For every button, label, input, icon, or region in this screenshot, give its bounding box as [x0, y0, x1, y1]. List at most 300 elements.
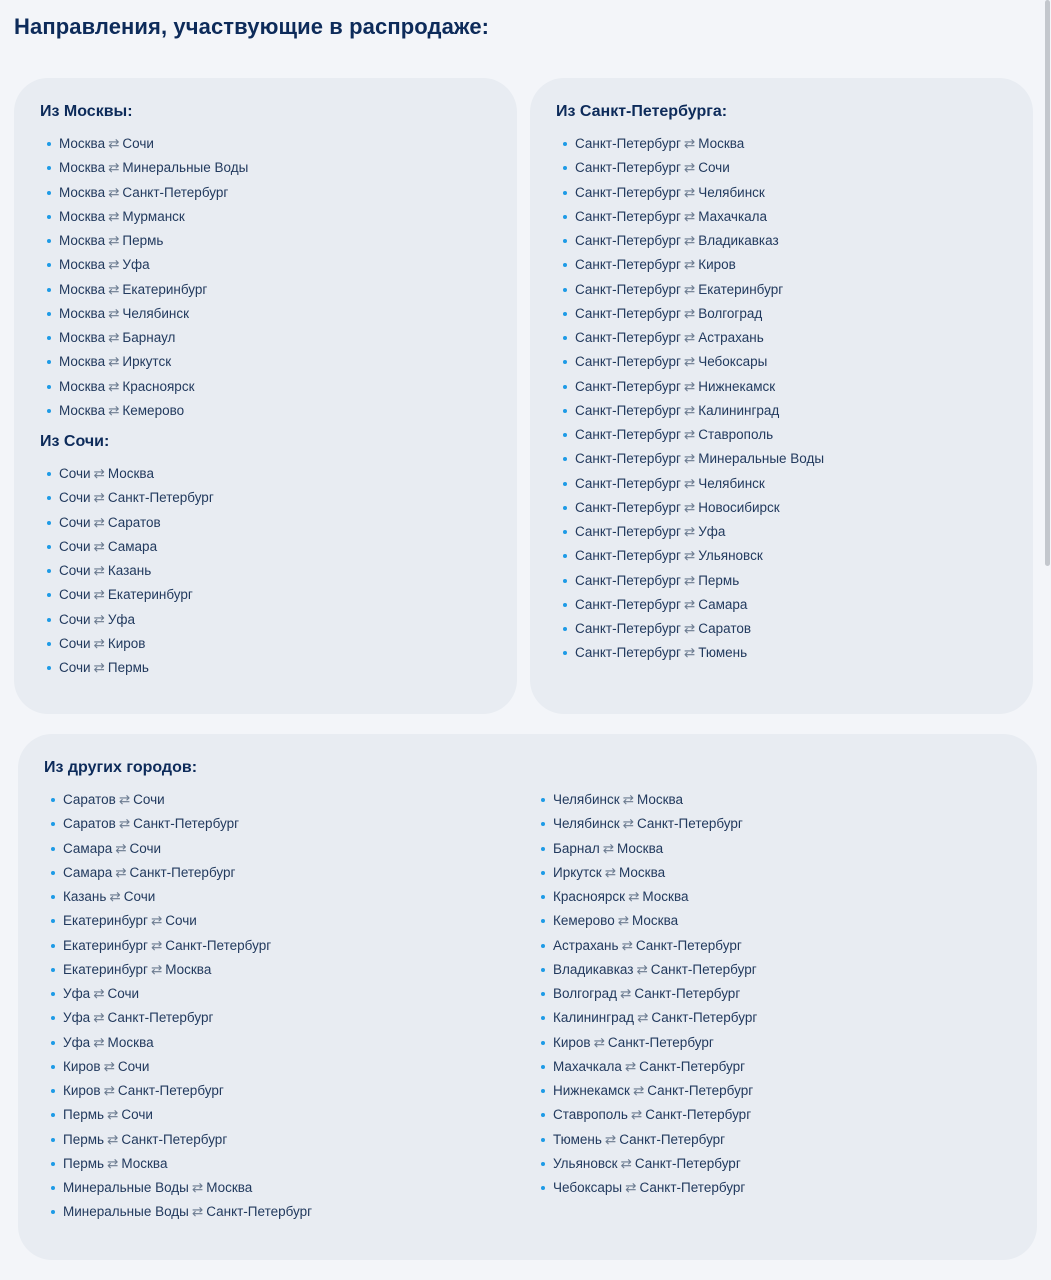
- route-list-other-right: [534, 788, 757, 1200]
- route-arrows-icon: ⇄: [93, 1034, 105, 1050]
- route-arrows-icon: ⇄: [632, 1083, 645, 1098]
- route-origin: Санкт-Петербург: [575, 621, 681, 636]
- route-origin: Минеральные Воды: [63, 1204, 189, 1220]
- route-origin: Барнал: [553, 840, 600, 856]
- route-origin: Санкт-Петербург: [575, 427, 681, 442]
- route-item: [44, 958, 312, 982]
- route-arrows-icon: ⇄: [683, 184, 696, 200]
- route-origin: Москва: [59, 257, 106, 273]
- route-arrows-icon: ⇄: [191, 1204, 204, 1220]
- route-destination: Саратов: [698, 621, 752, 636]
- route-origin: Саратов: [63, 792, 116, 807]
- route-destination: Екатеринбург: [698, 281, 784, 297]
- route-arrows-icon: ⇄: [93, 986, 105, 1001]
- route-arrows-icon: ⇄: [93, 587, 105, 603]
- section-sochi: [40, 430, 214, 680]
- route-origin: Киров: [63, 1058, 101, 1074]
- route-origin: Владикавказ: [553, 961, 634, 977]
- route-destination: Санкт-Петербург: [636, 816, 743, 832]
- route-origin: Санкт-Петербург: [575, 233, 681, 248]
- route-item: [40, 559, 214, 583]
- page-title: Направления, участвующие в распродаже:: [14, 14, 490, 39]
- route-destination: Уфа: [122, 257, 150, 273]
- route-item: [556, 132, 824, 156]
- route-origin: Саратов: [63, 816, 116, 832]
- route-arrows-icon: ⇄: [108, 305, 120, 321]
- route-origin: Калининград: [553, 1010, 635, 1026]
- route-destination: Сочи: [107, 986, 140, 1001]
- route-arrows-icon: ⇄: [617, 913, 630, 929]
- page-scrollbar[interactable]: [1045, 0, 1050, 566]
- route-arrows-icon: ⇄: [109, 889, 121, 904]
- route-origin: Сочи: [59, 611, 91, 627]
- route-destination: Минеральные Воды: [122, 160, 249, 176]
- route-item: [556, 278, 824, 302]
- route-destination: Самара: [107, 538, 158, 554]
- route-arrows-icon: ⇄: [593, 1034, 605, 1050]
- route-item: [40, 632, 214, 656]
- route-item: [40, 608, 214, 632]
- route-destination: Кемерово: [122, 402, 185, 418]
- route-origin: Санкт-Петербург: [575, 305, 681, 321]
- route-item: [556, 253, 824, 277]
- route-destination: Москва: [698, 136, 745, 151]
- route-origin: Сочи: [59, 563, 91, 578]
- route-item: [40, 229, 248, 253]
- route-origin: Пермь: [63, 1131, 105, 1147]
- route-origin: Тюмень: [553, 1131, 602, 1147]
- route-item: [556, 156, 824, 180]
- route-arrows-icon: ⇄: [683, 451, 696, 467]
- route-origin: Сочи: [59, 587, 91, 603]
- route-item: [44, 1128, 312, 1152]
- route-destination: Москва: [121, 1155, 168, 1171]
- route-arrows-icon: ⇄: [107, 1107, 119, 1123]
- route-destination: Нижнекамск: [698, 378, 776, 394]
- route-destination: Санкт-Петербург: [122, 184, 229, 200]
- route-list-sochi: [40, 462, 214, 680]
- route-origin: Пермь: [63, 1155, 105, 1171]
- route-item: [44, 1079, 312, 1103]
- route-arrows-icon: ⇄: [636, 961, 648, 977]
- section-other-right: [534, 788, 757, 1200]
- route-arrows-icon: ⇄: [108, 233, 120, 248]
- route-arrows-icon: ⇄: [683, 305, 696, 321]
- route-destination: Новосибирск: [698, 499, 780, 515]
- route-destination: Санкт-Петербург: [107, 490, 214, 506]
- route-arrows-icon: ⇄: [93, 538, 105, 554]
- route-item: [556, 302, 824, 326]
- route-item: [556, 375, 824, 399]
- route-origin: Москва: [59, 402, 106, 418]
- route-item: [40, 583, 214, 607]
- route-item: [556, 181, 824, 205]
- route-destination: Ставрополь: [698, 427, 774, 442]
- route-origin: Москва: [59, 305, 106, 321]
- route-destination: Сочи: [123, 889, 156, 904]
- route-destination: Санкт-Петербург: [133, 816, 240, 832]
- route-item: [40, 656, 214, 680]
- route-item: [534, 1079, 757, 1103]
- section-title-other: Из других городов:: [44, 759, 198, 776]
- route-item: [534, 958, 757, 982]
- route-list-other-left: [44, 788, 312, 1225]
- route-arrows-icon: ⇄: [683, 354, 696, 370]
- route-item: [40, 253, 248, 277]
- route-origin: Санкт-Петербург: [575, 596, 681, 612]
- route-item: [556, 447, 824, 471]
- route-destination: Казань: [107, 563, 152, 578]
- route-arrows-icon: ⇄: [683, 427, 696, 442]
- route-origin: Санкт-Петербург: [575, 402, 681, 418]
- route-origin: Самара: [63, 840, 113, 856]
- route-destination: Санкт-Петербург: [121, 1131, 228, 1147]
- route-destination: Владикавказ: [698, 233, 779, 248]
- route-destination: Уфа: [698, 524, 726, 539]
- route-item: [44, 1031, 312, 1055]
- route-origin: Ставрополь: [553, 1107, 628, 1123]
- route-destination: Москва: [636, 792, 684, 807]
- route-origin: Сочи: [59, 538, 91, 554]
- route-destination: Пермь: [107, 660, 149, 675]
- route-item: [44, 788, 312, 812]
- route-item: [44, 837, 312, 861]
- route-arrows-icon: ⇄: [683, 160, 696, 176]
- route-item: [556, 617, 824, 641]
- route-arrows-icon: ⇄: [93, 635, 105, 651]
- route-origin: Пермь: [63, 1107, 105, 1123]
- route-origin: Москва: [59, 136, 106, 151]
- route-destination: Санкт-Петербург: [639, 1180, 746, 1195]
- route-item: [40, 511, 214, 535]
- route-item: [556, 205, 824, 229]
- route-destination: Санкт-Петербург: [635, 937, 742, 953]
- route-destination: Санкт-Петербург: [651, 1010, 758, 1026]
- route-destination: Санкт-Петербург: [206, 1204, 313, 1220]
- route-arrows-icon: ⇄: [107, 1155, 119, 1171]
- route-arrows-icon: ⇄: [108, 330, 120, 345]
- route-destination: Киров: [698, 257, 736, 273]
- route-item: [556, 350, 824, 374]
- route-item: [44, 909, 312, 933]
- route-item: [534, 982, 757, 1006]
- route-arrows-icon: ⇄: [628, 889, 640, 904]
- route-arrows-icon: ⇄: [115, 864, 127, 880]
- route-origin: Санкт-Петербург: [575, 645, 681, 661]
- route-destination: Киров: [107, 635, 146, 651]
- route-arrows-icon: ⇄: [683, 378, 696, 394]
- route-arrows-icon: ⇄: [624, 1058, 637, 1074]
- route-destination: Москва: [632, 913, 679, 929]
- route-arrows-icon: ⇄: [93, 660, 105, 675]
- route-destination: Екатеринбург: [107, 587, 193, 603]
- route-arrows-icon: ⇄: [108, 136, 120, 151]
- route-arrows-icon: ⇄: [683, 330, 696, 345]
- route-item: [556, 326, 824, 350]
- route-origin: Самара: [63, 864, 113, 880]
- route-destination: Санкт-Петербург: [117, 1083, 224, 1098]
- route-arrows-icon: ⇄: [108, 184, 120, 200]
- section-title-moscow: Из Москвы:: [40, 103, 133, 120]
- route-destination: Санкт-Петербург: [607, 1034, 714, 1050]
- route-destination: Санкт-Петербург: [129, 864, 236, 880]
- route-arrows-icon: ⇄: [150, 961, 163, 977]
- route-destination: Москва: [165, 961, 212, 977]
- route-arrows-icon: ⇄: [622, 816, 634, 832]
- route-item: [44, 812, 312, 836]
- route-origin: Сочи: [59, 490, 91, 506]
- route-arrows-icon: ⇄: [683, 596, 696, 612]
- route-arrows-icon: ⇄: [115, 840, 127, 856]
- route-arrows-icon: ⇄: [150, 937, 163, 953]
- route-origin: Уфа: [63, 1034, 91, 1050]
- route-item: [534, 1152, 757, 1176]
- route-origin: Волгоград: [553, 986, 618, 1001]
- route-arrows-icon: ⇄: [683, 402, 696, 418]
- route-arrows-icon: ⇄: [621, 937, 633, 953]
- route-origin: Москва: [59, 233, 106, 248]
- route-origin: Челябинск: [553, 816, 620, 832]
- route-destination: Пермь: [698, 572, 740, 588]
- route-origin: Красноярск: [553, 889, 626, 904]
- route-origin: Чебоксары: [553, 1180, 623, 1195]
- route-origin: Сочи: [59, 635, 91, 651]
- route-destination: Санкт-Петербург: [645, 1107, 752, 1123]
- route-item: [44, 1006, 312, 1030]
- route-item: [44, 982, 312, 1006]
- route-destination: Сочи: [117, 1058, 150, 1074]
- route-item: [40, 278, 248, 302]
- card-saint-petersburg: [530, 78, 1033, 714]
- route-origin: Москва: [59, 160, 106, 176]
- route-arrows-icon: ⇄: [683, 208, 696, 224]
- route-item: [40, 302, 248, 326]
- route-item: [44, 885, 312, 909]
- route-arrows-icon: ⇄: [683, 233, 696, 248]
- route-arrows-icon: ⇄: [620, 986, 632, 1001]
- route-arrows-icon: ⇄: [604, 864, 617, 880]
- route-item: [556, 472, 824, 496]
- route-arrows-icon: ⇄: [683, 281, 696, 297]
- route-origin: Сочи: [59, 660, 91, 675]
- route-origin: Москва: [59, 378, 106, 394]
- route-origin: Нижнекамск: [553, 1083, 630, 1098]
- route-arrows-icon: ⇄: [630, 1107, 643, 1123]
- route-item: [534, 1006, 757, 1030]
- route-origin: Кемерово: [553, 913, 615, 929]
- route-item: [534, 885, 757, 909]
- route-destination: Ульяновск: [698, 548, 763, 564]
- route-destination: Тюмень: [698, 645, 748, 661]
- route-destination: Самара: [698, 596, 748, 612]
- route-item: [44, 1176, 312, 1200]
- route-item: [40, 205, 248, 229]
- route-destination: Сочи: [122, 136, 154, 151]
- route-arrows-icon: ⇄: [602, 840, 615, 856]
- route-list-moscow: [40, 132, 248, 423]
- route-destination: Волгоград: [698, 305, 763, 321]
- route-arrows-icon: ⇄: [108, 160, 120, 176]
- route-destination: Санкт-Петербург: [165, 937, 272, 953]
- route-origin: Челябинск: [553, 792, 620, 807]
- route-arrows-icon: ⇄: [103, 1058, 115, 1074]
- route-arrows-icon: ⇄: [683, 524, 696, 539]
- route-arrows-icon: ⇄: [150, 913, 163, 929]
- route-item: [40, 181, 248, 205]
- route-destination: Санкт-Петербург: [639, 1058, 746, 1074]
- route-origin: Москва: [59, 354, 106, 370]
- route-arrows-icon: ⇄: [107, 1131, 119, 1147]
- route-arrows-icon: ⇄: [118, 792, 131, 807]
- route-item: [534, 1128, 757, 1152]
- route-item: [534, 1176, 757, 1200]
- route-origin: Санкт-Петербург: [575, 330, 681, 345]
- route-arrows-icon: ⇄: [93, 1010, 105, 1026]
- route-item: [40, 535, 214, 559]
- route-item: [40, 132, 248, 156]
- route-item: [40, 399, 248, 423]
- route-destination: Барнаул: [122, 330, 176, 345]
- route-item: [44, 1152, 312, 1176]
- route-destination: Сочи: [121, 1107, 153, 1123]
- route-destination: Калининград: [698, 402, 780, 418]
- route-arrows-icon: ⇄: [108, 281, 120, 297]
- route-destination: Саратов: [107, 514, 161, 530]
- route-item: [44, 1055, 312, 1079]
- route-destination: Сочи: [129, 840, 162, 856]
- section-moscow: [40, 100, 248, 423]
- route-destination: Челябинск: [698, 184, 765, 200]
- route-origin: Уфа: [63, 1010, 91, 1026]
- route-destination: Екатеринбург: [122, 281, 208, 297]
- route-arrows-icon: ⇄: [108, 257, 120, 273]
- route-item: [44, 934, 312, 958]
- route-arrows-icon: ⇄: [93, 611, 105, 627]
- route-destination: Москва: [617, 840, 664, 856]
- route-destination: Пермь: [122, 233, 164, 248]
- route-arrows-icon: ⇄: [683, 645, 696, 661]
- route-item: [534, 837, 757, 861]
- route-arrows-icon: ⇄: [108, 208, 120, 224]
- route-origin: Киров: [63, 1083, 101, 1098]
- route-arrows-icon: ⇄: [625, 1180, 637, 1195]
- route-origin: Иркутск: [553, 864, 602, 880]
- route-origin: Санкт-Петербург: [575, 548, 681, 564]
- route-origin: Москва: [59, 184, 106, 200]
- route-origin: Махачкала: [553, 1058, 622, 1074]
- route-item: [534, 788, 757, 812]
- route-destination: Сочи: [133, 792, 165, 807]
- section-title-sochi: Из Сочи:: [40, 433, 110, 450]
- route-item: [44, 1103, 312, 1127]
- card-other-cities: [18, 734, 1037, 1260]
- route-item: [40, 156, 248, 180]
- route-item: [534, 1031, 757, 1055]
- route-origin: Екатеринбург: [63, 961, 148, 977]
- route-arrows-icon: ⇄: [108, 378, 120, 394]
- route-item: [556, 399, 824, 423]
- route-destination: Санкт-Петербург: [634, 986, 741, 1001]
- route-arrows-icon: ⇄: [604, 1131, 617, 1147]
- route-list-spb: [556, 132, 824, 666]
- route-item: [556, 544, 824, 568]
- route-origin: Санкт-Петербург: [575, 257, 681, 273]
- route-item: [556, 496, 824, 520]
- route-item: [534, 812, 757, 836]
- route-arrows-icon: ⇄: [622, 792, 634, 807]
- route-destination: Санкт-Петербург: [634, 1155, 741, 1171]
- route-origin: Екатеринбург: [63, 913, 148, 929]
- route-arrows-icon: ⇄: [118, 816, 131, 832]
- route-item: [40, 350, 248, 374]
- route-destination: Сочи: [165, 913, 197, 929]
- card-moscow-sochi: [14, 78, 517, 714]
- route-origin: Санкт-Петербург: [575, 451, 681, 467]
- route-origin: Санкт-Петербург: [575, 136, 681, 151]
- route-destination: Челябинск: [122, 305, 190, 321]
- route-destination: Красноярск: [122, 378, 195, 394]
- route-item: [556, 520, 824, 544]
- route-origin: Москва: [59, 330, 106, 345]
- route-item: [556, 229, 824, 253]
- route-item: [534, 934, 757, 958]
- route-origin: Санкт-Петербург: [575, 378, 681, 394]
- route-destination: Челябинск: [698, 475, 765, 491]
- route-item: [44, 1200, 312, 1224]
- route-arrows-icon: ⇄: [108, 402, 120, 418]
- route-origin: Казань: [63, 889, 107, 904]
- route-destination: Москва: [619, 864, 666, 880]
- route-origin: Сочи: [59, 514, 91, 530]
- route-destination: Москва: [107, 1034, 154, 1050]
- route-arrows-icon: ⇄: [683, 621, 696, 636]
- route-destination: Сочи: [698, 160, 730, 176]
- route-arrows-icon: ⇄: [93, 466, 105, 481]
- route-item: [534, 1103, 757, 1127]
- route-arrows-icon: ⇄: [683, 136, 696, 151]
- route-arrows-icon: ⇄: [683, 475, 696, 491]
- section-title-spb: Из Санкт-Петербурга:: [556, 103, 728, 120]
- route-destination: Москва: [206, 1180, 253, 1195]
- route-item: [40, 326, 248, 350]
- route-item: [534, 1055, 757, 1079]
- route-origin: Минеральные Воды: [63, 1180, 189, 1195]
- route-destination: Санкт-Петербург: [619, 1131, 726, 1147]
- route-arrows-icon: ⇄: [108, 354, 120, 370]
- route-origin: Москва: [59, 281, 106, 297]
- route-arrows-icon: ⇄: [683, 257, 696, 273]
- route-item: [534, 861, 757, 885]
- route-item: [556, 593, 824, 617]
- route-origin: Сочи: [59, 466, 91, 481]
- route-item: [40, 486, 214, 510]
- route-origin: Санкт-Петербург: [575, 160, 681, 176]
- route-item: [40, 375, 248, 399]
- route-destination: Санкт-Петербург: [650, 961, 757, 977]
- route-arrows-icon: ⇄: [620, 1155, 632, 1171]
- route-destination: Чебоксары: [698, 354, 768, 370]
- route-arrows-icon: ⇄: [683, 572, 696, 588]
- route-arrows-icon: ⇄: [637, 1010, 649, 1026]
- route-origin: Санкт-Петербург: [575, 184, 681, 200]
- route-destination: Мурманск: [122, 208, 185, 224]
- route-destination: Уфа: [107, 611, 136, 627]
- route-item: [556, 423, 824, 447]
- route-item: [40, 462, 214, 486]
- route-arrows-icon: ⇄: [93, 563, 105, 578]
- route-destination: Санкт-Петербург: [647, 1083, 754, 1098]
- route-origin: Санкт-Петербург: [575, 475, 681, 491]
